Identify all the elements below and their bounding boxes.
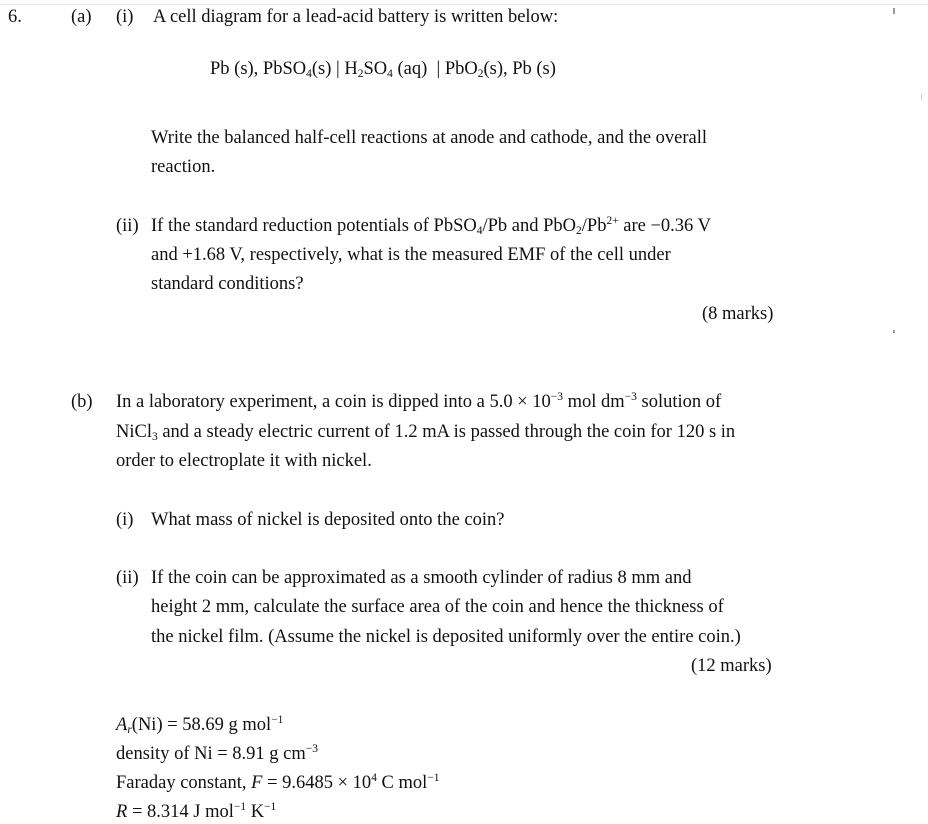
page-top-rule	[0, 4, 928, 5]
part-b-i-label: (i)	[116, 510, 134, 530]
part-b-marks: (12 marks)	[691, 656, 772, 676]
scan-mark	[921, 94, 922, 100]
part-a-ii-line3: standard conditions?	[151, 274, 304, 294]
part-b-i-text: What mass of nickel is deposited onto the coin?	[151, 510, 505, 530]
part-a-i-instruction-line2: reaction.	[151, 157, 216, 177]
question-number: 6.	[8, 7, 22, 27]
part-b-line1: In a laboratory experiment, a coin is dipped into a $5.0 \times 10^{-3}$ mol $dm^{-3}$ solution of	[116, 390, 722, 412]
part-a-i-intro: A cell diagram for a lead-acid battery is written below:	[153, 7, 559, 27]
constant-atomic-mass-ni: $A_r(Ni) = 58.69$ g mol$^{-1}$	[116, 713, 284, 737]
scan-mark	[893, 330, 895, 333]
constant-density-ni: density of Ni = 8.91 g $cm^{-3}$	[116, 742, 318, 764]
cell-diagram: Pb (s), PbSO$_4$(s) | $H_2SO_4$ (aq) | PbO$_2$(s), Pb (s)	[210, 59, 556, 81]
part-a-i-label: (i)	[116, 7, 134, 27]
constant-faraday: Faraday constant, $F = 9.6485 \times 10^4$ C mol$^{-1}$	[116, 771, 440, 793]
part-a-ii-label: (ii)	[116, 216, 139, 236]
part-b-line3: order to electroplate it with nickel.	[116, 451, 372, 471]
part-b-ii-line3: the nickel film. (Assume the nickel is deposited uniformly over the entire coin.)	[151, 627, 741, 647]
part-a-label: (a)	[71, 7, 92, 27]
part-b-label: (b)	[71, 392, 93, 412]
part-a-i-instruction-line1: Write the balanced half-cell reactions at anode and cathode, and the overall	[151, 128, 708, 148]
scan-mark	[893, 8, 895, 14]
part-b-line2: NiCl$_3$ and a steady electric current of 1.2 mA is passed through the coin for 120 s in	[116, 422, 736, 444]
constant-gas: R = 8.314 J mol$^{-1}$ $K^{-1}$	[116, 800, 277, 822]
part-b-ii-label: (ii)	[116, 568, 139, 588]
part-a-ii-line2: and +1.68 V, respectively, what is the measured EMF of the cell under	[151, 245, 671, 265]
part-a-ii-line1: If the standard reduction potentials of PbSO$_4$/Pb and $PbO_2/Pb^{2+}$ are −0.36 V	[151, 214, 711, 238]
part-a-marks: (8 marks)	[702, 304, 774, 324]
part-b-ii-line1: If the coin can be approximated as a smooth cylinder of radius 8 mm and	[151, 568, 692, 588]
part-b-ii-line2: height 2 mm, calculate the surface area of the coin and hence the thickness of	[151, 597, 724, 617]
